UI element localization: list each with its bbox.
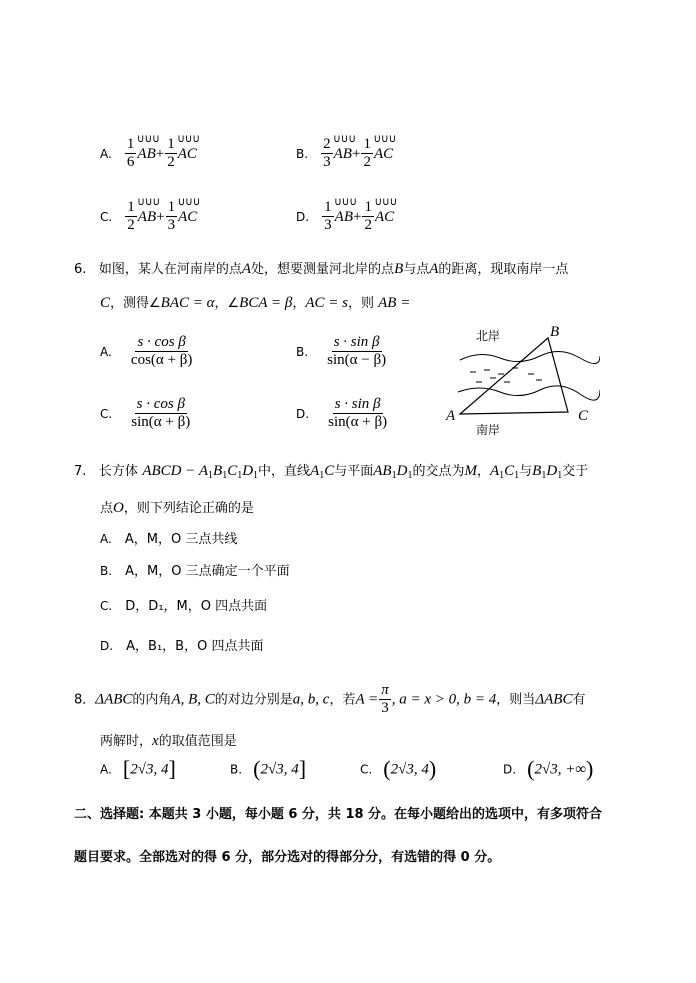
q7-stem-line2: 点O，则下列结论正确的是 [100,500,254,516]
option-letter: A. [100,147,112,161]
q8-stem-line1: 8．ΔABC的内角A, B, C的对边分别是a, b, c，若A = $\frac{\pi}{3}$ , a = x > 0, b = 4，则当ΔABC有 [74,682,586,716]
q6-option-d: D. $\frac{\text{s · sin β}}{\sin(\alpha + \beta)}$ [296,396,388,430]
q5-option-b: B. $\frac{2}{3}$ ᑌᑌᑌ AB+ $\frac{1}{2}$ ᑌᑌᑌ AC [296,135,397,170]
vector-ab: ᑌᑌᑌ AB [137,135,161,162]
q7-stem-line1: 7. 长方体 ABCD − $A_1B_1C_1D_1$中，直线$A_1C$与平面$AB_1D_1$的交点为M，$A_1C_1$与$B_1D_1$交于 [74,463,589,481]
q8-option-c: C. (2√3, 4) [360,756,437,781]
q8-option-b: B. (2√3, 4] [230,756,307,781]
q5-option-a: A. $\frac{1}{6}$ ᑌᑌᑌ AB+ $\frac{1}{2}$ ᑌᑌᑌ AC [100,135,201,170]
q8-stem-line2: 两解时，x的取值范围是 [100,733,237,749]
coef-fraction: $\frac{1}{6}$ [126,136,135,170]
point-c-label: C [578,408,589,424]
q7-option-a: A. A，M，O 三点共线 [100,532,238,547]
q6-option-a: A. $\frac{\text{s · cos β}}{\cos(\alpha + \beta)}$ [100,334,193,368]
vector-ac: ᑌᑌᑌ AC [177,135,201,162]
q8-option-a: A. [2√3, 4] [100,756,176,781]
point-b-label: B [550,324,560,340]
q7-option-c: C. D，D₁，M，O 四点共面 [100,599,268,614]
north-bank-label: 北岸 [476,329,501,343]
section2-instruction-line2: 题目要求。全部选对的得 6 分，部分选对的得部分分，有选错的得 0 分。 [74,850,501,865]
section2-instruction-line1: 二、选择题: 本题共 3 小题，每小题 6 分，共 18 分。在每小题给出的选项中，有多项符合 [74,807,603,822]
q5-option-c: C. $\frac{1}{2}$ ᑌᑌᑌ AB+ $\frac{1}{3}$ ᑌᑌᑌ AC [100,198,201,233]
q6-option-b: B. $\frac{\text{s · sin β}}{\sin(\alpha - \beta)}$ [296,334,387,368]
q7-option-b: B. A，M，O 三点确定一个平面 [100,564,290,579]
q6-stem-line1: 6. 如图，某人在河南岸的点A处，想要测量河北岸的点B与点A的距离，现取南岸一点 [74,261,569,277]
q7-option-d: D. A，B₁，B，O 四点共面 [100,639,264,654]
triangle-abc [460,338,568,414]
coef-fraction: $\frac{1}{2}$ [167,136,175,170]
q8-option-d: D. (2√3, +∞) [503,756,594,781]
q6-stem-line2-full: C，测得∠BAC = α，∠BCA = β，AC = s，则 AB = [100,292,410,312]
point-a-label: A [446,408,456,424]
q5-option-d: D. $\frac{1}{3}$ ᑌᑌᑌ AB+ $\frac{1}{2}$ ᑌᑌᑌ AC [296,198,398,233]
q6-option-c: C. $\frac{\text{s · cos β}}{\sin(\alpha + \beta)}$ [100,396,191,430]
south-bank-label: 南岸 [476,423,501,437]
river-diagram [440,322,600,438]
